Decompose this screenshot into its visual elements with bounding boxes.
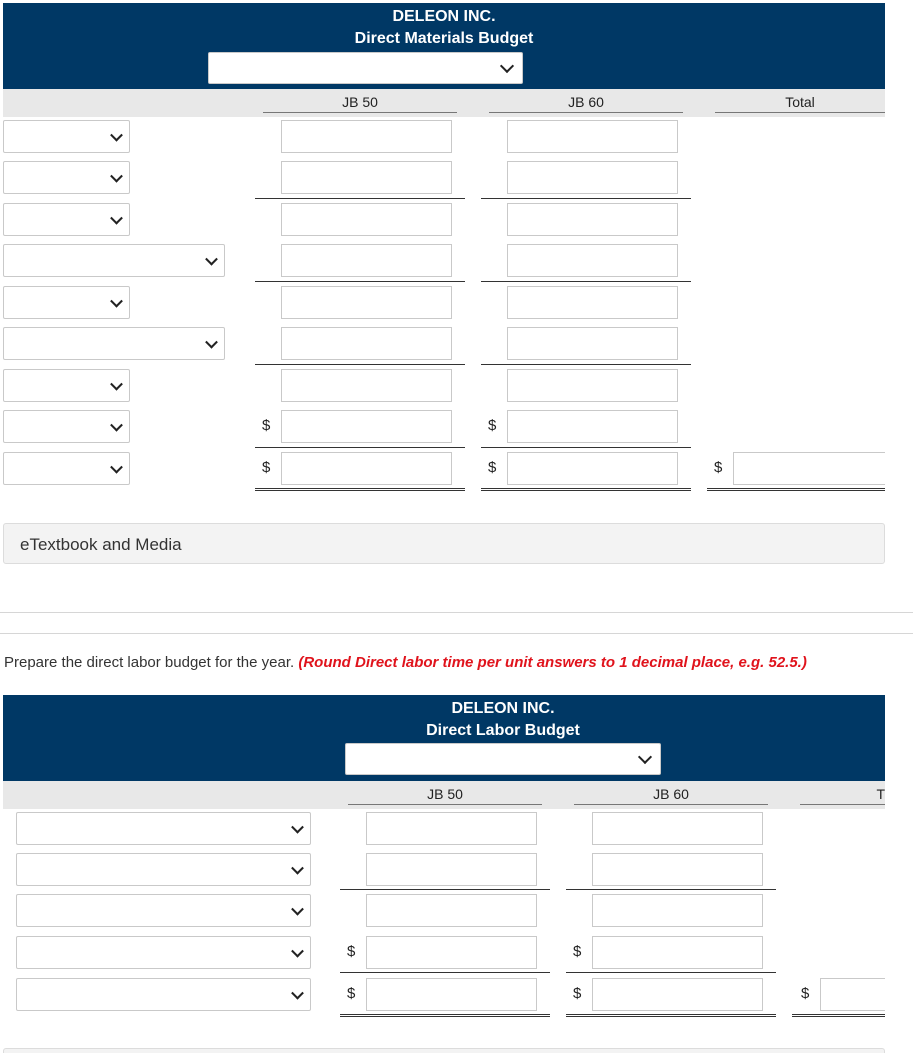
labor-col-jb50: JB 50 <box>348 786 542 805</box>
next-panel-edge <box>3 1048 885 1053</box>
etextbook-media-panel[interactable]: eTextbook and Media <box>3 523 885 564</box>
labor-budget-title: Direct Labor Budget <box>426 722 580 739</box>
dollar-sign: $ <box>573 985 582 1002</box>
materials-budget-title: Direct Materials Budget <box>354 30 534 47</box>
subtotal-rule <box>255 281 465 282</box>
subtotal-rule <box>481 281 691 282</box>
subtotal-rule <box>340 972 550 973</box>
labor-row-2-select[interactable] <box>16 853 311 886</box>
materials-jb60-input[interactable] <box>507 286 678 319</box>
subtotal-rule <box>340 889 550 890</box>
materials-jb60-input[interactable] <box>507 410 678 443</box>
subtotal-rule <box>481 447 691 448</box>
dollar-sign: $ <box>488 459 497 476</box>
chevron-down-icon <box>110 377 123 390</box>
chevron-down-icon <box>291 861 304 874</box>
materials-col-total: Total <box>715 94 885 113</box>
subtotal-rule <box>481 364 691 365</box>
total-double-rule <box>255 488 465 491</box>
materials-row-5-select[interactable] <box>3 286 130 319</box>
labor-jb60-input[interactable] <box>592 812 763 845</box>
materials-row-3-select[interactable] <box>3 203 130 236</box>
materials-jb50-input[interactable] <box>281 203 452 236</box>
total-double-rule <box>792 1014 885 1017</box>
chevron-down-icon <box>205 252 218 265</box>
dollar-sign: $ <box>573 943 582 960</box>
materials-row-2-select[interactable] <box>3 161 130 194</box>
labor-row-1-select[interactable] <box>16 812 311 845</box>
chevron-down-icon <box>291 986 304 999</box>
chevron-down-icon <box>205 335 218 348</box>
chevron-down-icon <box>110 418 123 431</box>
section-divider <box>0 612 913 613</box>
labor-jb50-input[interactable] <box>366 812 537 845</box>
dollar-sign: $ <box>488 417 497 434</box>
materials-total-input[interactable] <box>733 452 885 485</box>
instruction-text <box>4 654 807 671</box>
total-double-rule <box>566 1014 776 1017</box>
labor-budget-header <box>3 695 885 781</box>
total-double-rule <box>340 1014 550 1017</box>
materials-jb50-input[interactable] <box>281 244 452 277</box>
materials-jb60-input[interactable] <box>507 244 678 277</box>
labor-jb50-input[interactable] <box>366 978 537 1011</box>
materials-jb60-input[interactable] <box>507 452 678 485</box>
labor-row-5-select[interactable] <box>16 978 311 1011</box>
materials-jb50-input[interactable] <box>281 286 452 319</box>
materials-jb50-input[interactable] <box>281 410 452 443</box>
total-double-rule <box>707 488 885 491</box>
materials-row-9-select[interactable] <box>3 452 130 485</box>
materials-jb50-input[interactable] <box>281 161 452 194</box>
subtotal-rule <box>566 972 776 973</box>
labor-company-name: DELEON INC. <box>451 700 555 717</box>
subtotal-rule <box>255 364 465 365</box>
materials-row-6-select[interactable] <box>3 327 225 360</box>
materials-row-1-select[interactable] <box>3 120 130 153</box>
materials-budget-header <box>3 3 885 89</box>
labor-jb50-input[interactable] <box>366 853 537 886</box>
instruction-note: (Round Direct labor time per unit answers to 1 decimal place, e.g. 52.5.) <box>298 654 807 671</box>
materials-jb50-input[interactable] <box>281 120 452 153</box>
instruction-main: Prepare the direct labor budget for the year. <box>4 654 295 671</box>
labor-jb60-input[interactable] <box>592 978 763 1011</box>
materials-jb60-input[interactable] <box>507 120 678 153</box>
subtotal-rule <box>255 447 465 448</box>
labor-jb60-input[interactable] <box>592 853 763 886</box>
materials-jb50-input[interactable] <box>281 369 452 402</box>
materials-col-jb60: JB 60 <box>489 94 683 113</box>
section-divider <box>0 633 913 634</box>
chevron-down-icon <box>638 750 652 764</box>
labor-jb60-input[interactable] <box>592 894 763 927</box>
dollar-sign: $ <box>262 417 271 434</box>
subtotal-rule <box>566 889 776 890</box>
materials-col-jb50: JB 50 <box>263 94 457 113</box>
materials-jb60-input[interactable] <box>507 369 678 402</box>
materials-company-name: DELEON INC. <box>392 8 496 25</box>
chevron-down-icon <box>500 59 514 73</box>
materials-jb60-input[interactable] <box>507 161 678 194</box>
dollar-sign: $ <box>714 459 723 476</box>
dollar-sign: $ <box>347 943 356 960</box>
labor-row-3-select[interactable] <box>16 894 311 927</box>
materials-row-7-select[interactable] <box>3 369 130 402</box>
labor-row-4-select[interactable] <box>16 936 311 969</box>
dollar-sign: $ <box>347 985 356 1002</box>
labor-total-input[interactable] <box>820 978 885 1011</box>
materials-jb60-input[interactable] <box>507 327 678 360</box>
dollar-sign: $ <box>262 459 271 476</box>
labor-jb60-input[interactable] <box>592 936 763 969</box>
materials-jb50-input[interactable] <box>281 327 452 360</box>
materials-jb50-input[interactable] <box>281 452 452 485</box>
chevron-down-icon <box>110 211 123 224</box>
materials-row-4-select[interactable] <box>3 244 225 277</box>
chevron-down-icon <box>291 902 304 915</box>
labor-col-jb60: JB 60 <box>574 786 768 805</box>
labor-jb50-input[interactable] <box>366 894 537 927</box>
total-double-rule <box>481 488 691 491</box>
subtotal-rule <box>481 198 691 199</box>
chevron-down-icon <box>291 820 304 833</box>
labor-period-select[interactable] <box>345 743 661 775</box>
chevron-down-icon <box>110 294 123 307</box>
chevron-down-icon <box>110 169 123 182</box>
subtotal-rule <box>255 198 465 199</box>
dollar-sign: $ <box>801 985 810 1002</box>
chevron-down-icon <box>291 944 304 957</box>
materials-row-8-select[interactable] <box>3 410 130 443</box>
materials-jb60-input[interactable] <box>507 203 678 236</box>
chevron-down-icon <box>110 460 123 473</box>
labor-jb50-input[interactable] <box>366 936 537 969</box>
labor-col-total: T <box>800 786 885 805</box>
materials-period-select[interactable] <box>208 52 523 84</box>
chevron-down-icon <box>110 128 123 141</box>
